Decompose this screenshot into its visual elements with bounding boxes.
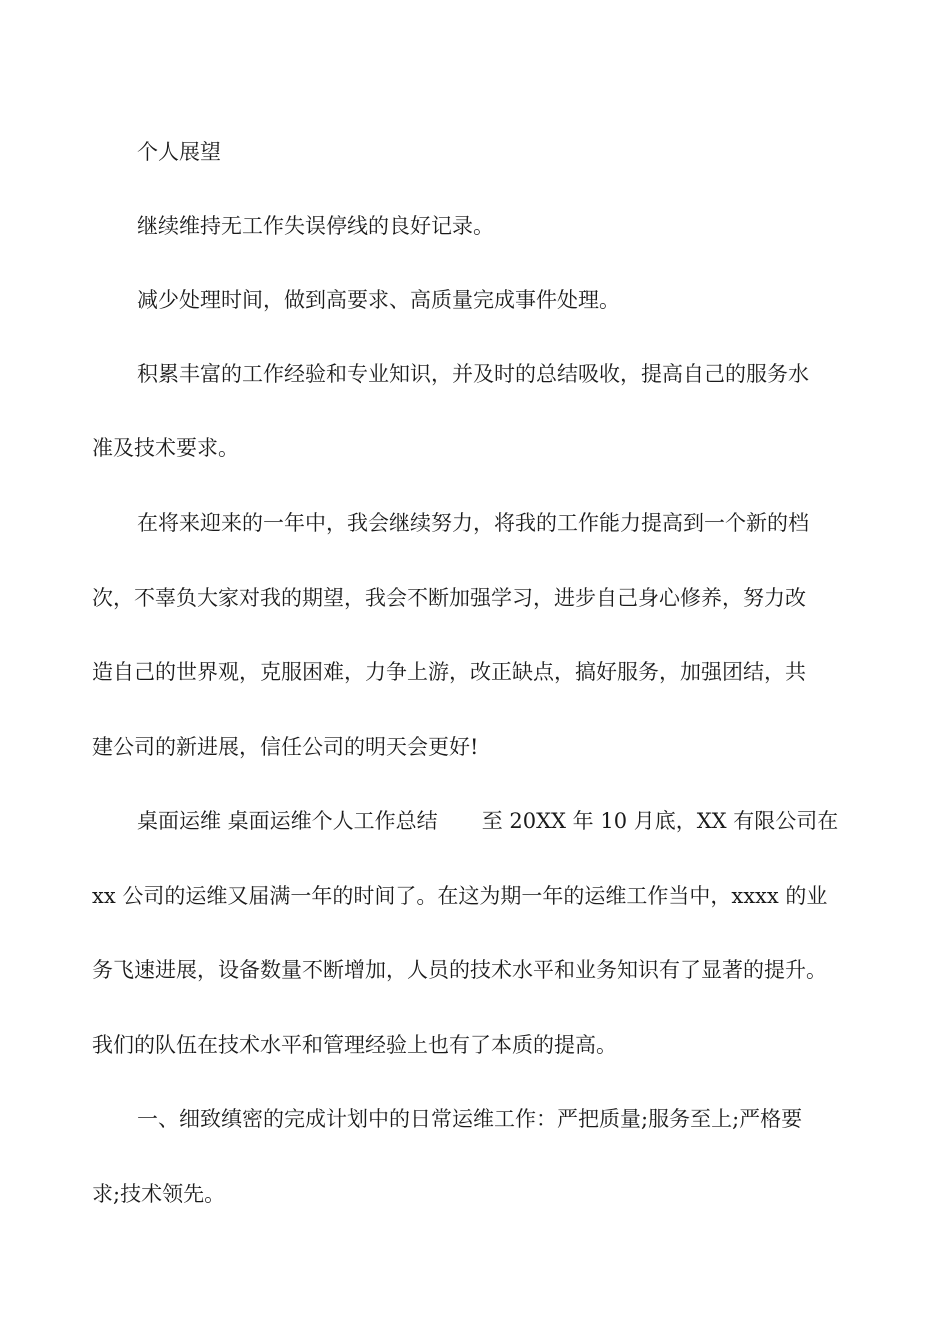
- paragraph-line: 准及技术要求。: [92, 436, 239, 460]
- paragraph-line: 造自己的世界观，克服困难，力争上游，改正缺点，搞好服务，加强团结，共: [92, 660, 806, 684]
- paragraph-line: 务飞速进展，设备数量不断增加，人员的技术水平和业务知识有了显著的提升。: [92, 958, 827, 982]
- paragraph-line: 次，不辜负大家对我的期望，我会不断加强学习，进步自己身心修养，努力改: [92, 586, 806, 610]
- paragraph-line: 求;技术领先。: [92, 1182, 226, 1206]
- paragraph-line: 积累丰富的工作经验和专业知识，并及时的总结吸收，提高自己的服务水: [137, 362, 809, 386]
- paragraph-line: 我们的队伍在技术水平和管理经验上也有了本质的提高。: [92, 1033, 617, 1057]
- paragraph-line: 建公司的新进展，信任公司的明天会更好!: [92, 735, 479, 759]
- section-opening-text: 至 20XX 年 10 月底，XX 有限公司在: [481, 809, 839, 833]
- paragraph-line: 在将来迎来的一年中，我会继续努力，将我的工作能力提高到一个新的档: [137, 511, 809, 535]
- paragraph-line-with-title: [137, 806, 838, 836]
- paragraph-line: 继续维持无工作失误停线的良好记录。: [137, 214, 494, 238]
- section-title: 桌面运维 桌面运维个人工作总结: [137, 809, 438, 833]
- paragraph-line: xx 公司的运维又届满一年的时间了。在这为期一年的运维工作当中，xxxx 的业: [92, 884, 828, 908]
- paragraph-line: 减少处理时间，做到高要求、高质量完成事件处理。: [137, 288, 620, 312]
- paragraph-line: 一、细致缜密的完成计划中的日常运维工作：严把质量;服务至上;严格要: [137, 1107, 803, 1131]
- heading-personal-outlook: 个人展望: [137, 140, 221, 164]
